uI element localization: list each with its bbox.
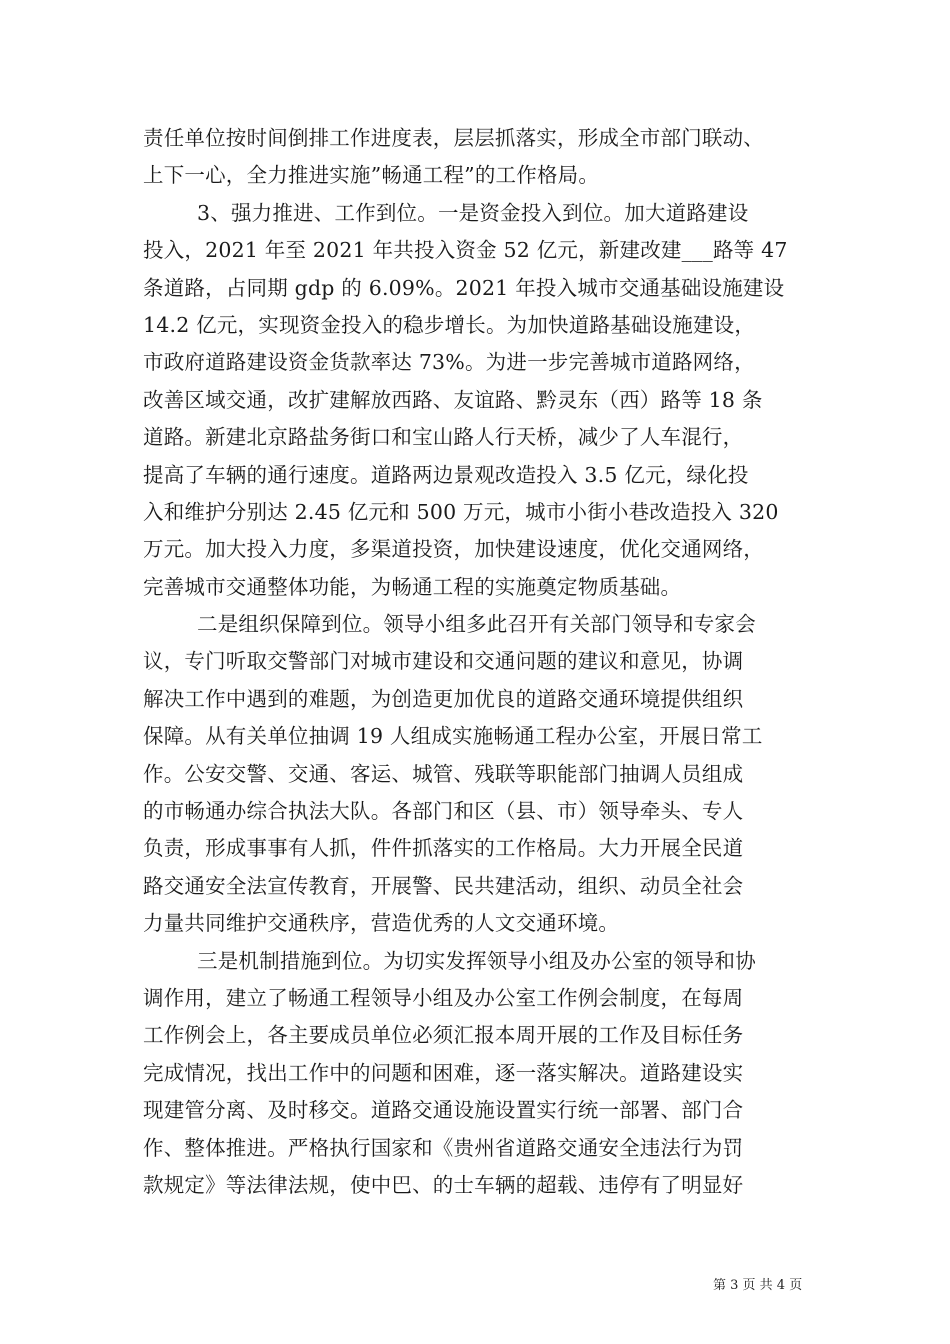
text-line: 工作例会上，各主要成员单位必须汇报本周开展的工作及目标任务 <box>143 1023 744 1048</box>
text-line: 道路。新建北京路盐务街口和宝山路人行天桥，减少了人车混行， <box>143 425 744 450</box>
text-line: 上下一心，全力推进实施”畅通工程”的工作格局。 <box>143 163 600 188</box>
text-line: 的市畅通办综合执法大队。各部门和区（县、市）领导牵头、专人 <box>143 799 744 824</box>
text-line: 改善区域交通，改扩建解放西路、友谊路、黔灵东（西）路等 18 条 <box>143 387 763 412</box>
text-line: 作、整体推进。严格执行国家和《贵州省道路交通安全违法行为罚 <box>143 1135 744 1160</box>
text-line: 条道路，占同期 gdp 的 6.09%。2021 年投入城市交通基础设施建设 <box>143 275 785 300</box>
text-line: 路交通安全法宣传教育，开展警、民共建活动，组织、动员全社会 <box>143 873 744 898</box>
text-line: 投入，2021 年至 2021 年共投入资金 52 亿元，新建改建___路等 47 <box>143 238 788 263</box>
text-line: 负责，形成事事有人抓，件件抓落实的工作格局。大力开展全民道 <box>143 836 744 861</box>
text-line: 解决工作中遇到的难题，为创造更加优良的道路交通环境提供组织 <box>143 686 744 711</box>
text-line: 现建管分离、及时移交。道路交通设施设置实行统一部署、部门合 <box>143 1098 744 1123</box>
text-line: 议，专门听取交警部门对城市建设和交通问题的建议和意见，协调 <box>143 649 744 674</box>
text-line: 3、强力推进、工作到位。一是资金投入到位。加大道路建设 <box>197 200 749 225</box>
text-line: 二是组织保障到位。领导小组多此召开有关部门领导和专家会 <box>197 612 756 637</box>
text-line: 14.2 亿元，实现资金投入的稳步增长。为加快道路基础设施建设， <box>143 312 756 337</box>
text-line: 万元。加大投入力度，多渠道投资，加快建设速度，优化交通网络， <box>143 537 764 562</box>
text-line: 力量共同维护交通秩序，营造优秀的人文交通环境。 <box>143 911 620 936</box>
text-line: 入和维护分别达 2.45 亿元和 500 万元，城市小街小巷改造投入 320 <box>143 499 779 524</box>
text-line: 款规定》等法律法规，使中巴、的士车辆的超载、违停有了明显好 <box>143 1172 744 1197</box>
text-line: 三是机制措施到位。为切实发挥领导小组及办公室的领导和协 <box>197 948 756 973</box>
text-line: 保障。从有关单位抽调 19 人组成实施畅通工程办公室，开展日常工 <box>143 724 763 749</box>
text-line: 完善城市交通整体功能，为畅通工程的实施奠定物质基础。 <box>143 574 682 599</box>
text-line: 作。公安交警、交通、客运、城管、残联等职能部门抽调人员组成 <box>143 761 744 786</box>
text-line: 调作用，建立了畅通工程领导小组及办公室工作例会制度，在每周 <box>143 985 744 1010</box>
text-line: 提高了车辆的通行速度。道路两边景观改造投入 3.5 亿元，绿化投 <box>143 462 749 487</box>
document-body <box>143 120 811 1204</box>
page-number: 第 3 页 共 4 页 <box>713 1278 803 1293</box>
text-line: 市政府道路建设资金货款率达 73%。为进一步完善城市道路网络， <box>143 350 755 375</box>
text-line: 完成情况，找出工作中的问题和困难，逐一落实解决。道路建设实 <box>143 1060 744 1085</box>
text-line: 责任单位按时间倒排工作进度表，层层抓落实，形成全市部门联动、 <box>143 126 764 150</box>
